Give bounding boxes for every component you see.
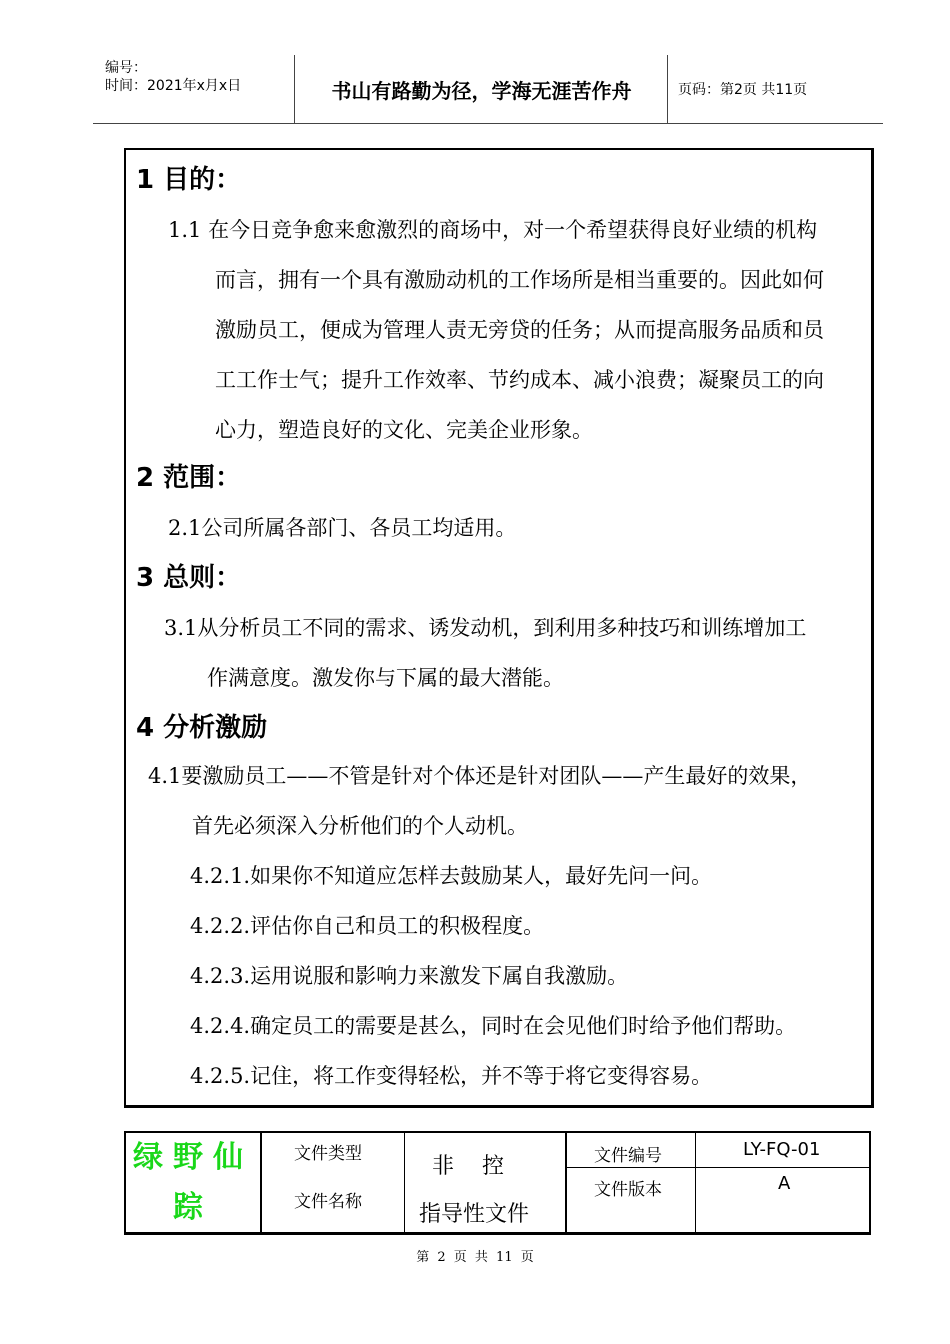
section-1-line: 1.1 在今日竞争愈来愈激烈的商场中，对一个希望获得良好业绩的机构: [168, 218, 818, 242]
section-2-item: 2.1公司所属各部门、各员工均适用。: [168, 516, 517, 540]
section-4-subitem: 4.2.3.运用说服和影响力来激发下属自我激励。: [190, 964, 629, 988]
brand-logo: [126, 1133, 260, 1233]
doc-name-value: 指导性文件: [419, 1202, 530, 1227]
doc-version-value: A: [778, 1173, 791, 1194]
section-4-heading: 4 分析激励: [136, 713, 268, 743]
code-label: 编号：: [105, 60, 147, 76]
section-4-line: 4.1要激励员工——不管是针对个体还是针对团队——产生最好的效果，: [148, 764, 812, 788]
brand-line: 踪: [173, 1190, 213, 1225]
doc-version-label: 文件版本: [594, 1180, 662, 1200]
header-motto: 书山有路勤为径，学海无涯苦作舟: [331, 78, 632, 103]
section-1-line: 激励员工，便成为管理人责无旁贷的任务；从而提高服务品质和员: [215, 318, 824, 342]
section-4-subitem: 4.2.2.评估你自己和员工的积极程度。: [190, 914, 545, 938]
table-divider: [566, 1167, 871, 1168]
section-4-subitem: 4.2.5.记住，将工作变得轻松，并不等于将它变得容易。: [190, 1064, 713, 1088]
section-3-heading: 3 总则：: [136, 563, 242, 593]
section-4-subitem: 4.2.4.确定员工的需要是甚么，同时在会见他们时给予他们帮助。: [190, 1014, 797, 1038]
table-divider: [404, 1133, 405, 1233]
content-frame: [124, 148, 874, 1108]
brand-line: 绿野仙: [133, 1140, 253, 1175]
table-divider: [695, 1133, 696, 1233]
section-1-heading: 1 目的：: [136, 165, 242, 195]
section-4-subitem: 4.2.1.如果你不知道应怎样去鼓励某人，最好先问一问。: [190, 864, 713, 888]
section-3-line: 3.1从分析员工不同的需求、诱发动机，到利用多种技巧和训练增加工: [164, 616, 807, 640]
doc-name-label: 文件名称: [294, 1192, 362, 1212]
header-page-number: 页码：第2页 共11页: [678, 82, 808, 98]
section-1-line: 而言，拥有一个具有激励动机的工作场所是相当重要的。因此如何: [215, 268, 824, 292]
doc-number-label: 文件编号: [594, 1146, 662, 1166]
table-divider: [260, 1133, 262, 1233]
table-divider: [565, 1133, 567, 1233]
section-1-line: 心力，塑造良好的文化、完美企业形象。: [215, 418, 593, 442]
section-2-heading: 2 范围：: [136, 463, 242, 493]
time-label: 时间：2021年x月x日: [105, 78, 242, 94]
header-meta: [105, 59, 241, 95]
section-3-line: 作满意度。激发你与下属的最大潜能。: [207, 666, 564, 690]
section-1-line: 工工作士气；提升工作效率、节约成本、减小浪费；凝聚员工的向: [215, 368, 824, 392]
document-header: [93, 55, 883, 124]
header-divider: [667, 55, 668, 123]
doc-type-value: 非 控: [432, 1154, 504, 1179]
section-4-line: 首先必须深入分析他们的个人动机。: [192, 814, 528, 838]
document-info-table: [124, 1131, 871, 1235]
doc-number-value: LY-FQ-01: [743, 1139, 821, 1160]
doc-type-label: 文件类型: [294, 1144, 362, 1164]
page-footer: 第 2 页 共 11 页: [416, 1250, 534, 1265]
